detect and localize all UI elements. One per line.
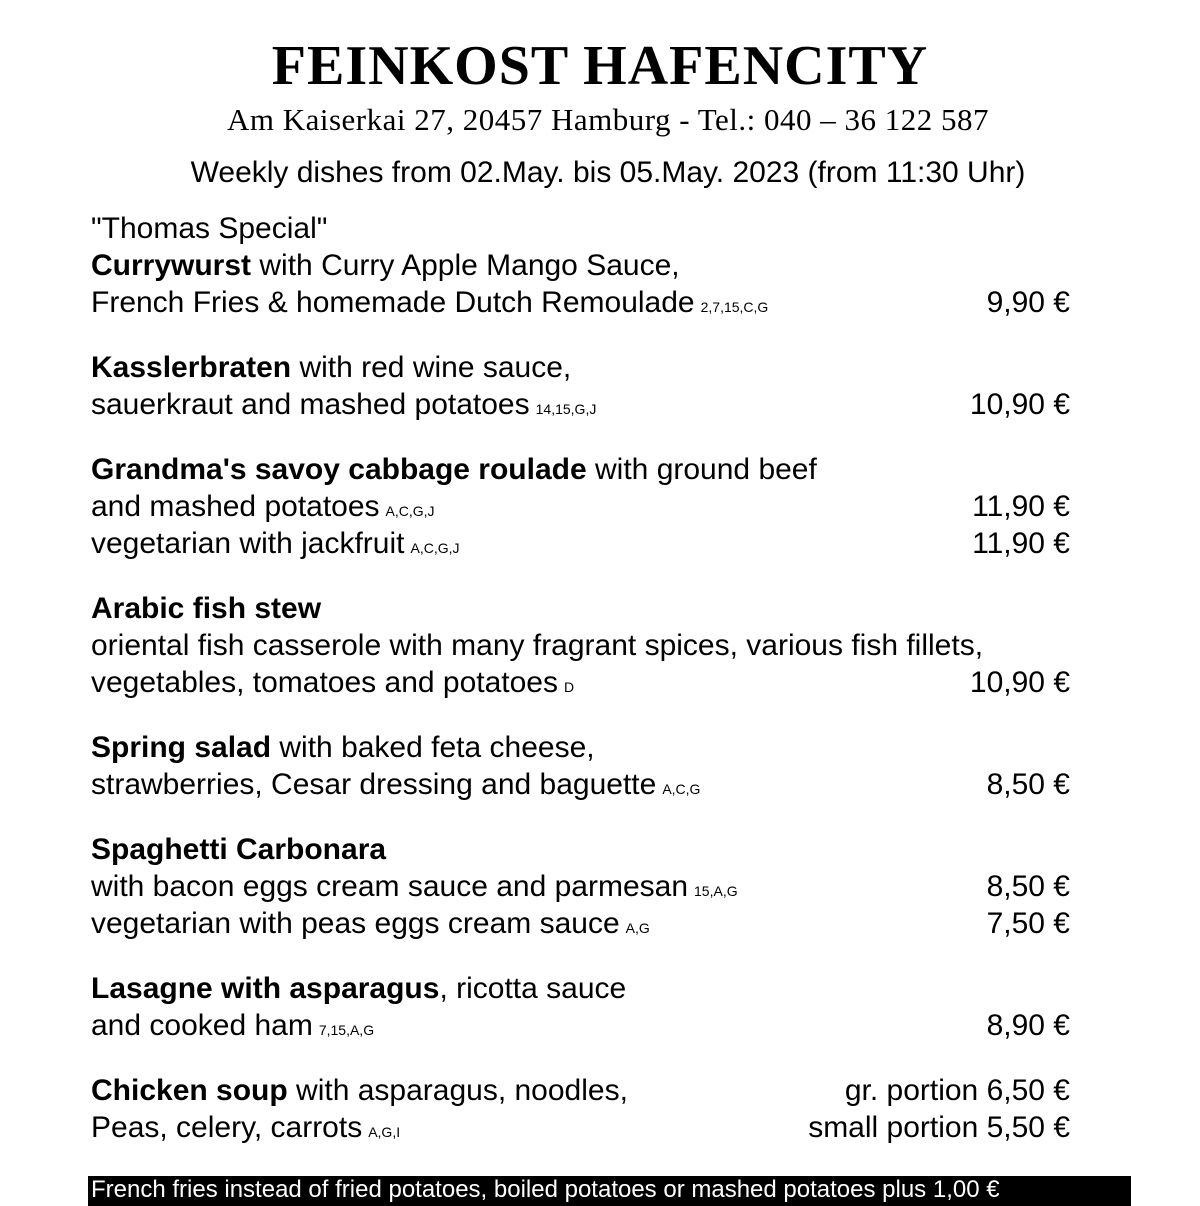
dish-name: Grandma's savoy cabbage roulade [91,453,587,486]
dish-description: oriental fish casserole with many fragrant spices, various fish fillets, [91,629,984,662]
dish-title-line [91,591,321,627]
dish-description-line [91,489,435,525]
dish-tagline: "Thomas Special" [91,212,328,245]
allergen-codes: A,C,G [662,781,701,797]
dish-name: Spaghetti Carbonara [91,833,387,866]
footer-note: French fries instead of fried potatoes, boiled potatoes or mashed potatoes plus 1,00 € [88,1176,1131,1206]
allergen-codes: 14,15,G,J [535,401,597,417]
allergen-codes: D [564,679,575,695]
dish-description: and mashed potatoes [91,490,380,523]
dish-price: 8,90 € [986,1009,1070,1042]
dish-variant: vegetarian with jackfruit [91,527,405,560]
dish-title-line [91,971,626,1007]
dish-price: 8,50 € [986,768,1070,801]
dish-description-line [91,665,574,701]
dish-price: 10,90 € [969,388,1070,421]
menu-week: Weekly dishes from 02.May. bis 05.May. 2023 (from 11:30 Uhr) [190,156,1026,189]
dish-title-line [91,452,817,488]
allergen-codes: A,C,G,J [385,503,435,519]
dish-variant: vegetarian with peas eggs cream sauce [91,907,620,940]
dish-title-line [91,248,680,284]
dish-title-line [91,832,386,868]
restaurant-name: FEINKOST HAFENCITY [271,35,929,97]
dish-description: with ground beef [586,453,817,486]
allergen-codes: A,G,I [368,1124,401,1140]
dish-description-line [91,869,738,905]
dish-description: with asparagus, noodles, [287,1074,628,1107]
dish-description-line [91,387,596,423]
allergen-codes: 15,A,G [694,883,738,899]
dish-description: with red wine sauce, [291,351,572,384]
dish-description: with Curry Apple Mango Sauce, [251,249,680,282]
dish-description-line [91,285,768,321]
allergen-codes: 2,7,15,C,G [700,299,769,315]
dish-description: , ricotta sauce [439,972,627,1005]
dish-price: 10,90 € [969,666,1070,699]
dish-description-line [91,628,983,664]
dish-description: strawberries, Cesar dressing and baguette [91,768,657,801]
dish-variant-line [91,526,460,562]
dish-description: with bacon eggs cream sauce and parmesan [91,870,689,903]
dish-variant-price: 11,90 € [972,527,1070,560]
dish-description-line [91,1008,374,1044]
dish-description: with baked feta cheese, [271,731,595,764]
allergen-codes: A,G [625,920,650,936]
dish-description: Peas, celery, carrots [91,1111,363,1144]
dish-description: French Fries & homemade Dutch Remoulade [91,286,695,319]
dish-title-line [91,1073,628,1109]
dish-variant-line [91,906,650,942]
dish-name: Kasslerbraten [91,351,292,384]
dish-name: Lasagne with asparagus [91,972,440,1005]
dish-name: Currywurst [91,249,252,282]
dish-variant-price: 7,50 € [986,907,1070,940]
dish-price-small-portion: small portion 5,50 € [808,1111,1070,1144]
dish-price: 9,90 € [986,286,1070,319]
dish-price-large-portion: gr. portion 6,50 € [844,1074,1070,1107]
restaurant-address: Am Kaiserkai 27, 20457 Hamburg - Tel.: 040 – 36 122 587 [226,102,990,137]
dish-name: Arabic fish stew [91,592,322,625]
dish-description-line [91,1110,400,1146]
dish-description: and cooked ham [91,1009,313,1042]
dish-name: Spring salad [91,731,272,764]
allergen-codes: 7,15,A,G [318,1022,375,1038]
dish-price: 8,50 € [986,870,1070,903]
dish-title-line [91,350,571,386]
allergen-codes: A,C,G,J [410,540,460,556]
dish-description: vegetables, tomatoes and potatoes [91,666,558,699]
dish-name: Chicken soup [91,1074,288,1107]
dish-description: sauerkraut and mashed potatoes [91,388,530,421]
dish-title-line [91,730,595,766]
dish-price: 11,90 € [972,490,1070,523]
dish-description-line [91,767,700,803]
